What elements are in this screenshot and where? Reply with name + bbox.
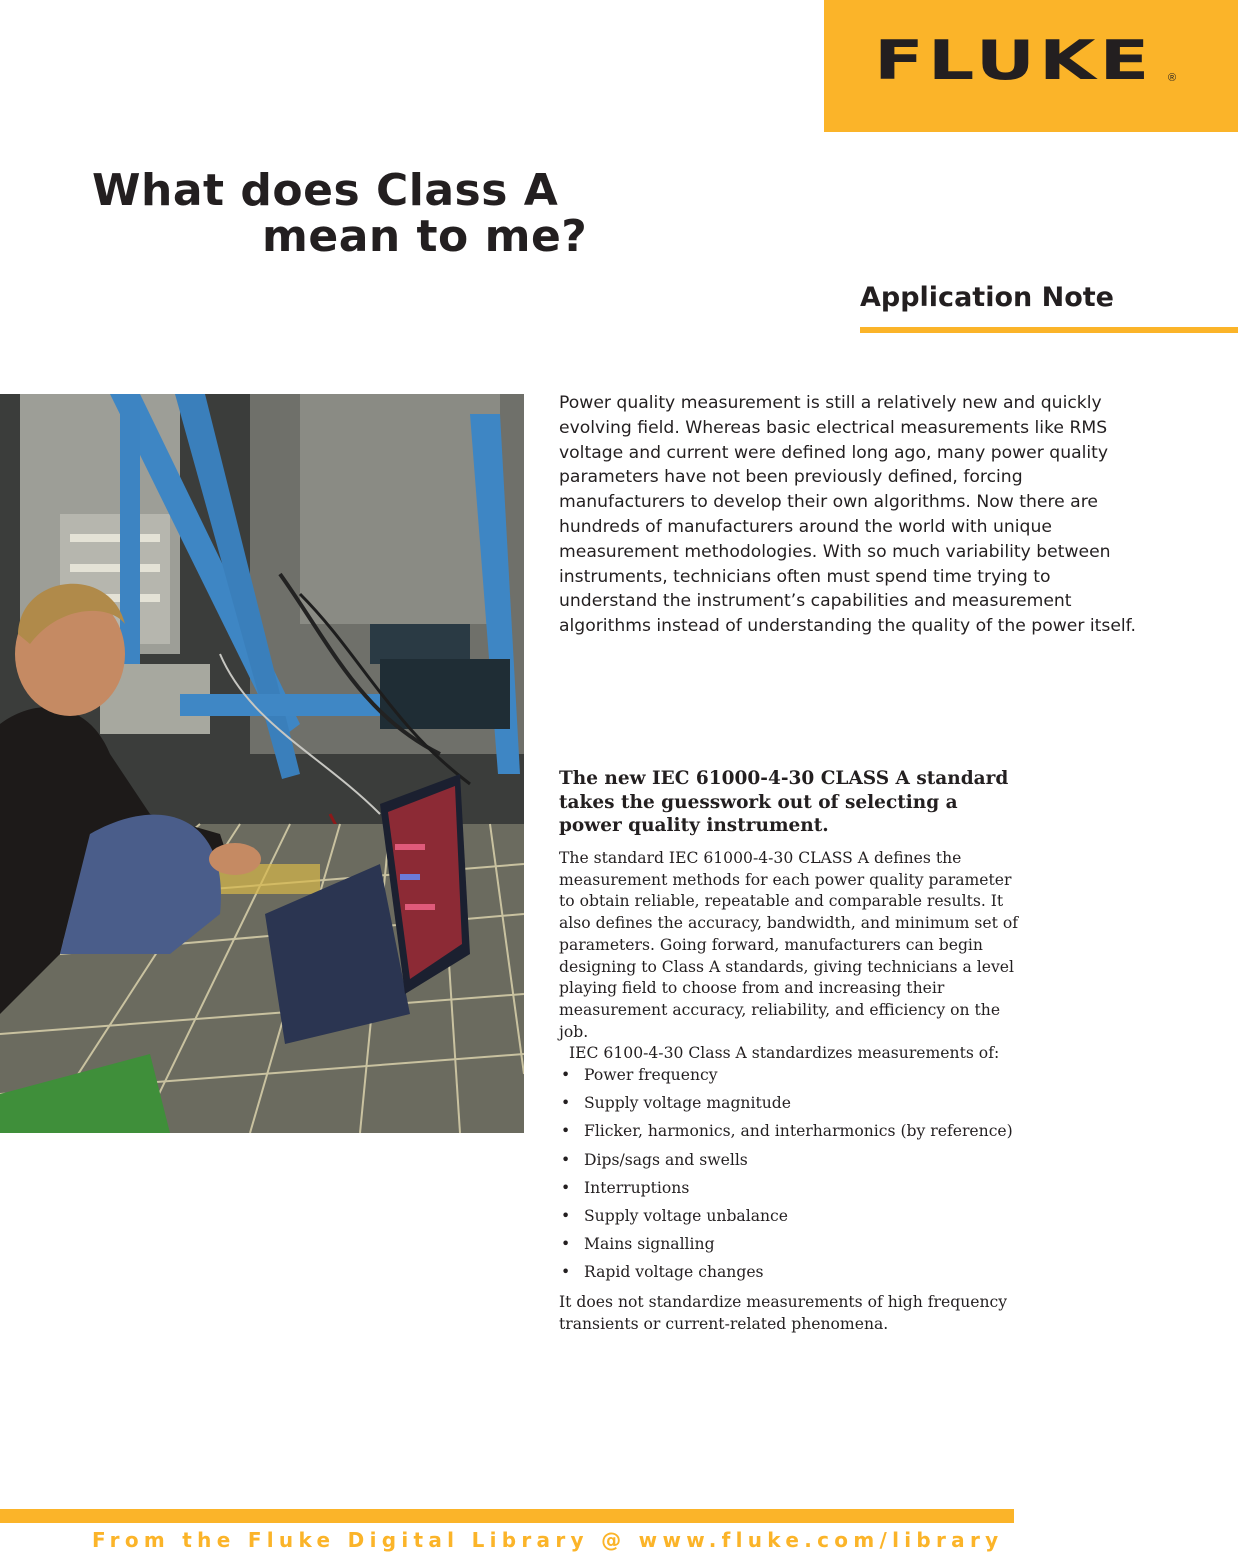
registered-mark: ® (1168, 72, 1177, 84)
section-heading: The new IEC 61000-4-30 CLASS A standard takes the guesswork out of selecting a power quality instrument. (559, 768, 1009, 836)
section-paragraph-1: The standard IEC 61000-4-30 CLASS A defines the measurement methods for each power quality parameter to obtain reliable, repeatable and comparable results. It also defines the accuracy, bandwidth, and minimum set of parameters. Going forward, manufacturers can begin designing to Class A standards, giving technicians a level playing field to choose from and increasing their measurement accuracy, reliability, and efficiency on the job. (559, 849, 1019, 1041)
bullet-icon: • (561, 1207, 571, 1226)
list-item: • Flicker, harmonics, and interharmonics (by reference) (559, 1121, 1029, 1143)
closing-paragraph: It does not standardize measurements of high frequency transients or current-related phenomena. (559, 1293, 1008, 1333)
list-item: • Dips/sags and swells (559, 1150, 1029, 1172)
list-item: • Mains signalling (559, 1234, 1029, 1256)
bullet-list (559, 1065, 1029, 1284)
document-type-label: Application Note (860, 282, 1114, 313)
section-paragraph-2: IEC 6100-4-30 Class A standardizes measurements of: (569, 1044, 1000, 1063)
footer-rule (0, 1509, 1014, 1523)
title-line-1: What does Class A (92, 165, 559, 216)
bullet-icon: • (561, 1150, 571, 1169)
section-body (559, 848, 1029, 1336)
list-item: • Supply voltage magnitude (559, 1093, 1029, 1115)
list-item: • Supply voltage unbalance (559, 1206, 1029, 1228)
list-item: • Power frequency (559, 1065, 1029, 1087)
fluke-logo: FLUKE (874, 29, 1154, 92)
page-title (92, 165, 660, 262)
bullet-icon: • (561, 1122, 571, 1141)
bullet-icon: • (561, 1235, 571, 1254)
list-item: • Interruptions (559, 1178, 1029, 1200)
title-line-2: mean to me? (262, 211, 588, 262)
footer-library-link[interactable]: From the Fluke Digital Library @ www.fluke.com/library (92, 1528, 1004, 1552)
photo-illustration (0, 394, 524, 1133)
intro-paragraph: Power quality measurement is still a relatively new and quickly evolving field. Whereas basic electrical measurements like RMS voltage and current were defined long ago, many power quality parameters have not been previously defined, forcing manufacturers to develop their own algorithms. Now there are hundreds of manufacturers around the world with unique measurement methodologies. With so much variability between instruments, technicians often must spend time trying to understand the instrument’s capabilities and measurement algorithms instead of understanding the quality of the power itself. (559, 393, 1136, 637)
bullet-icon: • (561, 1094, 571, 1113)
document-type-rule (860, 327, 1238, 333)
bullet-icon: • (561, 1066, 571, 1085)
list-item: • Rapid voltage changes (559, 1262, 1029, 1284)
technician-photo (0, 394, 524, 1133)
bullet-icon: • (561, 1178, 571, 1197)
brand-block (824, 0, 1238, 132)
bullet-icon: • (561, 1263, 571, 1282)
